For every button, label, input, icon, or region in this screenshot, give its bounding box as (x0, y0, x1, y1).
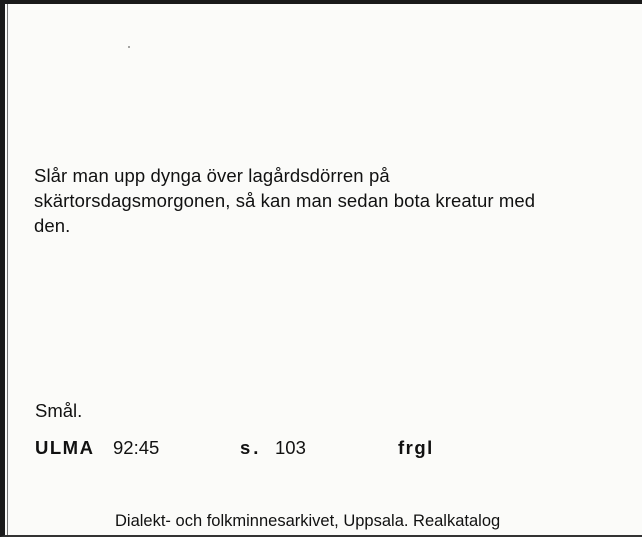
record-text-line: den. (34, 215, 71, 236)
institution-footer: Dialekt- och folkminnesarkivet, Uppsala. Realkatalog (115, 512, 501, 530)
record-text-line: Slår man upp dynga över lagårdsdörren på (34, 165, 390, 186)
record-text (34, 163, 614, 238)
archive-code: ULMA (35, 437, 95, 458)
record-text-line: skärtorsdagsmorgonen, så kan man sedan bota kreatur med (34, 190, 536, 211)
paper-speck (128, 46, 130, 48)
archive-number: 92:45 (113, 437, 160, 458)
region-label: Smål. (35, 400, 83, 421)
reference-row (35, 437, 595, 461)
category-code: frgl (398, 437, 434, 458)
page-number: 103 (275, 437, 306, 458)
page-label: s. (240, 437, 262, 458)
